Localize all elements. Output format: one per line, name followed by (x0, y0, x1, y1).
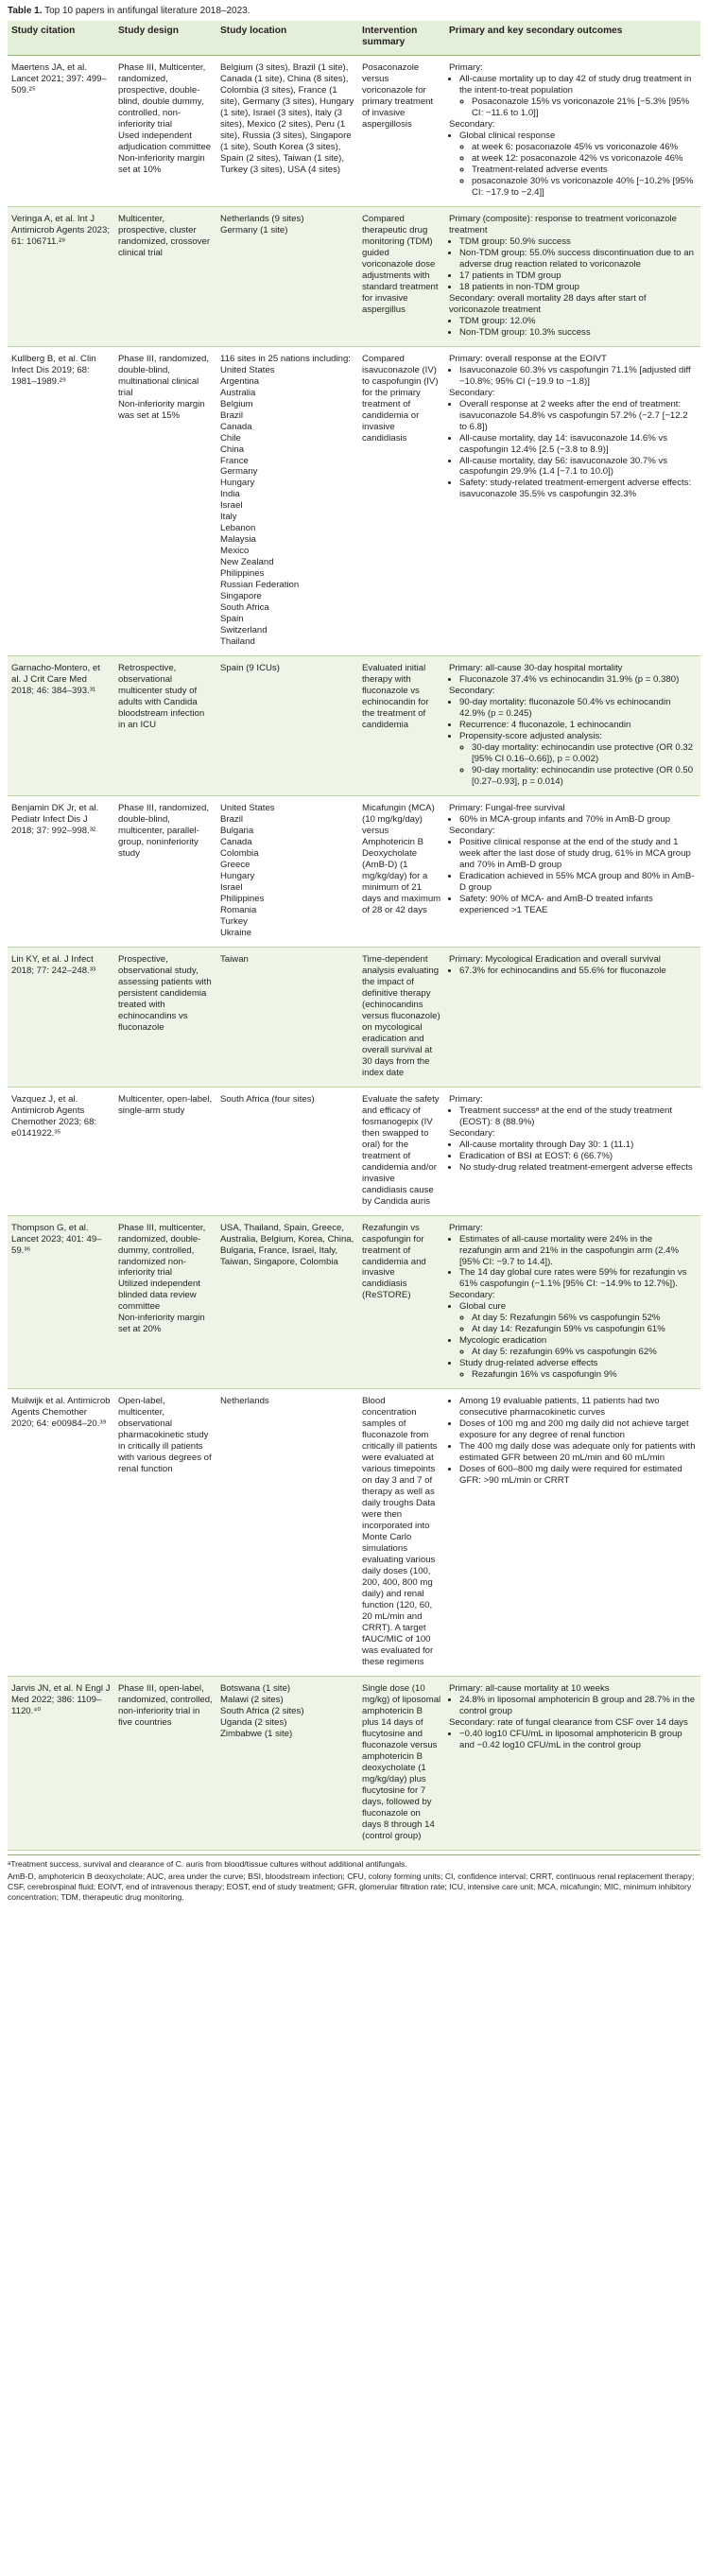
cell-intervention: Evaluated initial therapy with fluconazole vs echinocandin for the treatment of candidemia (358, 656, 445, 796)
outcome-item (459, 365, 697, 388)
outcome-text: Mycologic eradication (459, 1335, 547, 1347)
cell-intervention: Evaluate the safety and efficacy of fosmanogepix (IV then swapped to oral) for the treatment of candidemia and/or invasive candidiasis cause by Candida auris (358, 1087, 445, 1215)
location-line: Lebanon (220, 523, 256, 534)
cell-outcomes (445, 1215, 700, 1389)
table-row (8, 56, 700, 207)
outcome-list (449, 966, 697, 977)
outcome-text: The 400 mg daily dose was adequate only for patients with estimated GFR between 20 mL/min and 60 mL/min (459, 1441, 696, 1464)
outcome-subitem: ◦ Treatment-related adverse events (472, 165, 697, 176)
outcome-item (459, 814, 697, 826)
location-line: Netherlands (220, 1396, 269, 1407)
outcome-item (459, 1695, 697, 1717)
design-line: Phase III, randomized, double-blind, multicenter, parallel-group, noninferiority study (118, 803, 209, 859)
cell-intervention: Posaconazole versus voriconazole for primary treatment of invasive aspergillosis (358, 56, 445, 207)
outcome-text: Global clinical response (459, 130, 556, 141)
location-line: Belgium (220, 398, 253, 409)
design-line: Non-inferiority margin was set at 15% (118, 398, 205, 421)
location-line: 116 sites in 25 nations including: (220, 353, 351, 364)
outcome-item (459, 720, 697, 731)
cell-outcomes (445, 206, 700, 346)
outcome-label: Secondary: rate of fungal clearance from CSF over 14 days (449, 1716, 688, 1728)
outcome-text: 24.8% in liposomal amphotericin B group and 28.7% in the control group (459, 1694, 696, 1716)
cell-citation: Muilwijk et al. Antimicrob Agents Chemother 2020; 64: e00984–20.³⁹ (8, 1389, 114, 1677)
outcome-label: Secondary: (449, 1290, 495, 1301)
outcome-sublist (459, 742, 697, 788)
table-header-row (8, 21, 700, 56)
cell-location (216, 656, 358, 796)
outcome-item (459, 1234, 697, 1268)
outcome-item (459, 894, 697, 916)
cell-intervention: Compared therapeutic drug monitoring (TDM) guided voriconazole dose adjustments with standard treatment for invasive aspergillus (358, 206, 445, 346)
location-line: New Zealand (220, 557, 274, 568)
cell-citation: Jarvis JN, et al. N Engl J Med 2022; 386: 1109–1120.⁴⁰ (8, 1676, 114, 1850)
outcome-item (459, 837, 697, 871)
location-line: Malaysia (220, 534, 256, 546)
outcome-text: All-cause mortality, day 56: isavuconazole 30.7% vs caspofungin 29.9% (1.4 [−7.1 to 10.0]) (459, 455, 668, 478)
location-line: United States (220, 364, 275, 375)
location-line: Romania (220, 904, 257, 915)
outcome-item (459, 248, 697, 270)
cell-location (216, 1215, 358, 1389)
cell-citation: Kullberg B, et al. Clin Infect Dis 2019; 68: 1981–1989.²⁹ (8, 346, 114, 656)
cell-outcomes (445, 656, 700, 796)
outcome-subitem: ◦ at week 6: posaconazole 45% vs voriconazole 46% (472, 142, 697, 153)
cell-design (114, 1087, 216, 1215)
location-line: Netherlands (9 sites) (220, 213, 304, 224)
cell-outcomes (445, 56, 700, 207)
cell-outcomes (445, 1389, 700, 1677)
outcome-list (449, 74, 697, 119)
design-line: Prospective, observational study, assessing patients with persistent candidemia treated with echinocandins vs fluconazole (118, 953, 212, 1033)
cell-design (114, 1389, 216, 1677)
outcome-subitem: ◦ At day 14: Rezafungin 59% vs caspofungin 61% (472, 1324, 697, 1335)
footnote-abbreviations: AmB-D, amphotericin B deoxycholate; AUC, area under the curve; BSI, bloodstream infection; CFU, colony forming units; CI, confidence interval; CRRT, continuous renal replacement therapy; CSF, cerebrospinal fluid; EOIVT, end of intravenous therapy; EOST, end of study treatment; GFR, glomerular filtration rate; ICU, intensive care unit; MCA, micafungin; MIC, minimum inhibitory concentration; TDM, therapeutic drug monitoring. (8, 1871, 695, 1902)
outcome-text: Global cure (459, 1301, 507, 1313)
outcome-item (459, 327, 697, 339)
table-row (8, 656, 700, 796)
outcome-list (449, 365, 697, 388)
header-study-citation: Study citation (8, 21, 114, 56)
outcome-list (449, 1396, 697, 1487)
location-line: Israel (220, 881, 243, 893)
cell-location (216, 346, 358, 656)
location-line: Australia (220, 387, 256, 398)
location-line: Zimbabwe (1 site) (220, 1728, 293, 1739)
outcome-label: Primary: Mycological Eradication and overall survival (449, 953, 661, 965)
outcome-text: 60% in MCA-group infants and 70% in AmB-D group (459, 814, 670, 826)
papers-table (8, 21, 700, 1851)
location-line: Canada (220, 837, 252, 848)
outcome-subitem: ◦ Rezafungin 16% vs caspofungin 9% (472, 1369, 697, 1381)
cell-citation: Garnacho-Montero, et al. J Crit Care Med 2018; 46: 384–393.³¹ (8, 656, 114, 796)
outcome-item (459, 1419, 697, 1441)
outcome-text: All-cause mortality through Day 30: 1 (11.1) (459, 1139, 634, 1150)
outcome-item (459, 697, 697, 720)
outcome-sublist (459, 142, 697, 199)
location-line: Thailand (220, 636, 255, 648)
outcome-label: Secondary: overall mortality 28 days after start of voriconazole treatment (449, 292, 647, 315)
cell-location (216, 1389, 358, 1677)
outcome-subitem: ◦ posaconazole 30% vs voriconazole 40% [−10.2% [95% CI: −17.9 to −2.4]] (472, 176, 697, 199)
location-line: USA, Thailand, Spain, Greece, Australia, Belgium, Korea, China, Bulgaria, France, Israel, Italy, Taiwan, Singapore, Colombia (220, 1222, 354, 1267)
cell-citation: Vazquez J, et al. Antimicrob Agents Chemother 2023; 68: e0141922.³⁵ (8, 1087, 114, 1215)
outcome-item (459, 282, 697, 293)
outcome-label: Primary: all-cause 30-day hospital mortality (449, 663, 623, 674)
outcome-label: Secondary: (449, 826, 495, 837)
cell-citation: Benjamin DK Jr, et al. Pediatr Infect Dis J 2018; 37: 992–998.³² (8, 796, 114, 948)
outcome-label: Secondary: (449, 118, 495, 130)
cell-outcomes (445, 947, 700, 1087)
location-line: France (220, 455, 249, 466)
table-body (8, 56, 700, 1851)
cell-location (216, 796, 358, 948)
outcome-item (459, 1729, 697, 1751)
outcome-item (459, 871, 697, 894)
cell-design (114, 56, 216, 207)
location-line: Switzerland (220, 625, 268, 636)
design-line: Phase III, randomized, double-blind, multinational clinical trial (118, 353, 209, 398)
outcome-item (459, 1441, 697, 1464)
outcome-item (459, 456, 697, 479)
table-footnotes (8, 1854, 700, 1903)
outcome-text: Among 19 evaluable patients, 11 patients had two consecutive pharmacokinetic curves (459, 1396, 660, 1419)
cell-design (114, 947, 216, 1087)
location-line: Germany (1 site) (220, 224, 288, 235)
outcome-item (459, 731, 697, 788)
footnote-a: ᵃTreatment success, survival and clearance of C. auris from blood/tissue cultures without additional antifungals. (8, 1858, 407, 1869)
location-line: Greece (220, 859, 250, 870)
outcome-text: Treatment successᵃ at the end of the study treatment (EOST): 8 (88.9%) (459, 1105, 673, 1127)
outcome-text: Eradication of BSI at EOST: 6 (66.7%) (459, 1150, 613, 1161)
location-line: South Africa (220, 602, 269, 614)
cell-design (114, 346, 216, 656)
table-row (8, 1676, 700, 1850)
outcome-label: Primary: Fungal-free survival (449, 803, 565, 814)
table-row (8, 206, 700, 346)
design-line: Phase III, multicenter, randomized, double-dummy, controlled, randomized non-inferiority trial (118, 1222, 206, 1279)
design-line: Non-inferiority margin set at 20% (118, 1313, 205, 1335)
outcome-subitem: ◦ At day 5: rezafungin 69% vs caspofungin 62% (472, 1347, 697, 1358)
design-line: Multicenter, open-label, single-arm study (118, 1093, 213, 1116)
outcome-item (459, 316, 697, 327)
outcome-sublist (459, 1313, 697, 1335)
outcome-text: Estimates of all-cause mortality were 24% in the rezafungin arm and 21% in the caspofungin arm (2.4% [95% CI: −9.7 to 14.4]). (459, 1233, 679, 1267)
outcome-list (449, 399, 697, 501)
outcome-text: −0.40 log10 CFU/mL in liposomal amphotericin B group and −0.42 log10 CFU/mL in the control group (459, 1728, 682, 1750)
outcome-subitem: ◦ at week 12: posaconazole 42% vs voriconazole 46% (472, 153, 697, 165)
outcome-item (459, 399, 697, 433)
outcome-text: Doses of 100 mg and 200 mg daily did not achieve target exposure for any degree of renal function (459, 1419, 689, 1441)
outcome-text: Recurrence: 4 fluconazole, 1 echinocandin (459, 720, 631, 731)
outcome-text: Study drug-related adverse effects (459, 1358, 598, 1369)
outcome-list (449, 674, 697, 686)
outcome-item (459, 433, 697, 456)
location-line: Turkey (220, 915, 248, 927)
location-line: India (220, 489, 240, 500)
outcome-sublist (459, 1347, 697, 1358)
outcome-text: All-cause mortality, day 14: isavuconazole 14.6% vs caspofungin 12.4% [2.5 (−3.8 to 8.9)] (459, 432, 668, 455)
location-line: Malawi (2 sites) (220, 1694, 284, 1705)
location-line: South Africa (four sites) (220, 1093, 315, 1105)
outcome-text: Eradication achieved in 55% MCA group and 80% in AmB-D group (459, 870, 695, 893)
location-line: Russian Federation (220, 580, 300, 591)
outcome-item (459, 131, 697, 199)
outcome-item (459, 1396, 697, 1419)
location-line: Brazil (220, 409, 243, 421)
outcome-sublist (459, 96, 697, 119)
outcome-list (449, 1695, 697, 1717)
cell-location (216, 1676, 358, 1850)
outcome-item (459, 236, 697, 248)
outcome-item (459, 1140, 697, 1151)
design-line: Open-label, multicenter, observational pharmacokinetic study in critically ill patients with various degrees of renal function (118, 1396, 212, 1475)
outcome-list (449, 1301, 697, 1381)
outcome-text: Positive clinical response at the end of the study and 1 week after the last dose of study drug, 61% in MCA group and 70% in AmB-D group (459, 837, 691, 870)
location-line: Botswana (1 site) (220, 1682, 291, 1694)
cell-intervention: Micafungin (MCA) (10 mg/kg/day) versus Amphotericin B Deoxycholate (AmB-D) (1 mg/kg/day) for a minimum of 21 days and maximum of 28 or 42 days (358, 796, 445, 948)
header-outcomes: Primary and key secondary outcomes (445, 21, 700, 56)
outcome-label: Primary: (449, 1222, 483, 1233)
location-line: Philippines (220, 568, 265, 580)
outcome-list (449, 1729, 697, 1751)
location-line: Italy (220, 512, 237, 523)
header-study-location: Study location (216, 21, 358, 56)
outcome-text: Overall response at 2 weeks after the end of treatment: isavuconazole 54.8% vs caspofungin 57.2% (−2.7 [−12.2 to 6.8]) (459, 398, 688, 432)
cell-citation: Lin KY, et al. J Infect 2018; 77: 242–248.³³ (8, 947, 114, 1087)
caption-text: Top 10 papers in antifungal literature 2018–2023. (42, 6, 250, 16)
location-line: Philippines (220, 893, 265, 904)
outcome-item (459, 1464, 697, 1487)
outcome-item (459, 1162, 697, 1174)
outcome-label: Primary (composite): response to treatment voriconazole treatment (449, 213, 678, 235)
design-line: Multicenter, prospective, cluster randomized, crossover clinical trial (118, 213, 211, 258)
outcome-text: 17 patients in TDM group (459, 270, 561, 281)
cell-outcomes (445, 796, 700, 948)
cell-design (114, 656, 216, 796)
outcome-list (449, 131, 697, 199)
location-line: Ukraine (220, 927, 252, 938)
cell-citation: Maertens JA, et al. Lancet 2021; 397: 499–509.²⁵ (8, 56, 114, 207)
outcome-text: Safety: 90% of MCA- and AmB-D treated infants experienced >1 TEAE (459, 893, 653, 915)
outcome-text: 90-day mortality: fluconazole 50.4% vs echinocandin 42.9% (p = 0.245) (459, 697, 671, 720)
cell-intervention: Compared isavuconazole (IV) to caspofungin (IV) for the primary treatment of candidemia or invasive candidiasis (358, 346, 445, 656)
outcome-text: Isavuconazole 60.3% vs caspofungin 71.1% [adjusted diff −10.8%; 95% CI (−19.9 to −1.8)] (459, 364, 691, 387)
outcome-item (459, 1301, 697, 1335)
location-line: Mexico (220, 546, 250, 557)
outcome-item (459, 1335, 697, 1358)
outcome-label: Secondary: (449, 1127, 495, 1139)
location-line: Spain (9 ICUs) (220, 663, 280, 674)
outcome-text: Propensity-score adjusted analysis: (459, 731, 602, 742)
outcome-list (449, 1234, 697, 1291)
outcome-label: Primary: (449, 1093, 483, 1105)
location-line: Taiwan (220, 953, 249, 965)
outcome-list (449, 316, 697, 339)
design-line: Non-inferiority margin set at 10% (118, 152, 205, 175)
table-row (8, 1215, 700, 1389)
outcome-item (459, 270, 697, 282)
outcome-list (449, 1140, 697, 1174)
table-row (8, 346, 700, 656)
location-line: Germany (220, 466, 258, 478)
design-line: Utilized independent blinded data review committee (118, 1279, 200, 1313)
cell-outcomes (445, 346, 700, 656)
outcome-item (459, 1267, 697, 1290)
table-row (8, 947, 700, 1087)
caption-label: Table 1. (8, 6, 43, 16)
location-line: China (220, 444, 245, 455)
cell-location (216, 206, 358, 346)
location-line: Argentina (220, 375, 260, 387)
cell-intervention: Single dose (10 mg/kg) of liposomal amphotericin B plus 14 days of flucytosine and fluconazole versus amphotericin B deoxycholate (1 mg/kg/day) plus flucytosine for 7 days, followed by fluconazole on days 8 through 14 (control group) (358, 1676, 445, 1850)
cell-location (216, 947, 358, 1087)
outcome-subitem: ◦ 90-day mortality: echinocandin use protective (OR 0.50 [0.27–0.93], p = 0.014) (472, 765, 697, 788)
location-line: South Africa (2 sites) (220, 1705, 304, 1716)
location-line: Bulgaria (220, 826, 254, 837)
table-row (8, 796, 700, 948)
cell-citation: Thompson G, et al. Lancet 2023; 401: 49–59.³⁶ (8, 1215, 114, 1389)
outcome-text: TDM group: 12.0% (459, 315, 536, 326)
location-line: Colombia (220, 848, 259, 859)
outcome-list (449, 1105, 697, 1128)
outcome-text: No study-drug related treatment-emergent adverse effects (459, 1161, 693, 1173)
design-line: Retrospective, observational multicenter study of adults with Candida bloodstream infection in an ICU (118, 663, 205, 731)
location-line: Singapore (220, 591, 262, 602)
outcome-item (459, 74, 697, 119)
cell-design (114, 206, 216, 346)
outcome-item (459, 478, 697, 500)
outcome-text: The 14 day global cure rates were 59% for rezafungin vs 61% caspofungin (−1.1% [95% CI: −14.9% to 12.7%]). (459, 1267, 687, 1290)
cell-design (114, 796, 216, 948)
outcome-list (449, 236, 697, 293)
outcome-label: Secondary: (449, 686, 495, 697)
table-row (8, 1087, 700, 1215)
outcome-item (459, 1105, 697, 1128)
outcome-label: Primary: all-cause mortality at 10 weeks (449, 1682, 610, 1694)
location-line: Brazil (220, 814, 243, 826)
table-row (8, 1389, 700, 1677)
design-line: Phase III, open-label, randomized, controlled, non-inferiority trial in five countries (118, 1682, 213, 1728)
outcome-item (459, 966, 697, 977)
design-line: Phase III, Multicenter, randomized, prospective, double-blind, double dummy, controlled, non-inferiority trial (118, 62, 206, 130)
outcome-list (449, 697, 697, 788)
cell-intervention: Blood concentration samples of fluconazole from critically ill patients were evaluated at various timepoints on day 3 and 7 of therapy as well as daily troughs Data were then incorporated into Monte Carlo simulations evaluating various daily doses (100, 200, 400, 800 mg daily) and renal function (120, 60, 20 mL/min and CRRT). A target fAUC/MIC of 100 was evaluated for these regimens (358, 1389, 445, 1677)
location-line: Israel (220, 500, 243, 512)
table-caption (8, 6, 700, 18)
outcome-item (459, 1151, 697, 1162)
cell-location (216, 56, 358, 207)
cell-design (114, 1215, 216, 1389)
location-line: Canada (220, 421, 252, 432)
outcome-sublist (459, 1369, 697, 1381)
outcome-list (449, 814, 697, 826)
design-line: Used independent adjudication committee (118, 130, 212, 152)
outcome-item (459, 1358, 697, 1381)
cell-intervention: Time-dependent analysis evaluating the impact of definitive therapy (echinocandins versus fluconazole) on mycological eradication and overall survival at 30 days from the index date (358, 947, 445, 1087)
cell-outcomes (445, 1087, 700, 1215)
location-line: United States (220, 803, 275, 814)
outcome-item (459, 674, 697, 686)
outcome-text: Doses of 600–800 mg daily were required for estimated GFR: >90 mL/min or CRRT (459, 1464, 682, 1487)
location-line: Uganda (2 sites) (220, 1716, 287, 1728)
cell-location (216, 1087, 358, 1215)
outcome-list (449, 837, 697, 916)
outcome-subitem: ◦ Posaconazole 15% vs voriconazole 21% [−5.3% [95% CI: −11.6 to 1.0]] (472, 96, 697, 119)
outcome-label: Primary: overall response at the EOIVT (449, 353, 607, 364)
location-line: Spain (220, 614, 244, 625)
location-line: Hungary (220, 870, 255, 881)
outcome-text: Non-TDM group: 55.0% success discontinuation due to an adverse drug reaction related to voriconazole (459, 247, 694, 270)
outcome-text: 67.3% for echinocandins and 55.6% for fluconazole (459, 965, 666, 976)
location-line: Belgium (3 sites), Brazil (1 site), Canada (1 site), China (8 sites), Colombia (3 sites), France (1 site), Germany (3 sites), Hungary (1 site), Israel (3 sites), Italy (3 sites), Mexico (2 sites), Peru (1 site), Russia (3 sites), Singapore (1 site), South Korea (3 sites), Spain (2 sites), Taiwan (1 site), Turkey (3 sites), USA (4 sites) (220, 62, 354, 175)
cell-intervention: Rezafungin vs caspofungin for treatment of candidemia and invasive candidiasis (ReSTORE) (358, 1215, 445, 1389)
outcome-subitem: ◦ At day 5: Rezafungin 56% vs caspofungin 52% (472, 1313, 697, 1324)
outcome-label: Primary: (449, 62, 483, 73)
outcome-text: Fluconazole 37.4% vs echinocandin 31.9% (p = 0.380) (459, 674, 680, 686)
header-study-design: Study design (114, 21, 216, 56)
outcome-text: Non-TDM group: 10.3% success (459, 326, 591, 338)
outcome-text: All-cause mortality up to day 42 of study drug treatment in the intent-to-treat population (459, 73, 692, 96)
header-intervention-summary: Intervention summary (358, 21, 445, 56)
location-line: Hungary (220, 478, 255, 489)
outcome-text: TDM group: 50.9% success (459, 235, 571, 247)
cell-design (114, 1676, 216, 1850)
cell-outcomes (445, 1676, 700, 1850)
location-line: Chile (220, 432, 241, 444)
outcome-subitem: ◦ 30-day mortality: echinocandin use protective (OR 0.32 [95% CI 0.16–0.66]), p = 0.002) (472, 742, 697, 765)
outcome-text: Safety: study-related treatment-emergent adverse effects: isavuconazole 35.5% vs caspofungin 32.3% (459, 478, 692, 500)
outcome-text: 18 patients in non-TDM group (459, 281, 579, 292)
cell-citation: Veringa A, et al. Int J Antimicrob Agents 2023; 61: 106711.²⁸ (8, 206, 114, 346)
outcome-label: Secondary: (449, 387, 495, 398)
